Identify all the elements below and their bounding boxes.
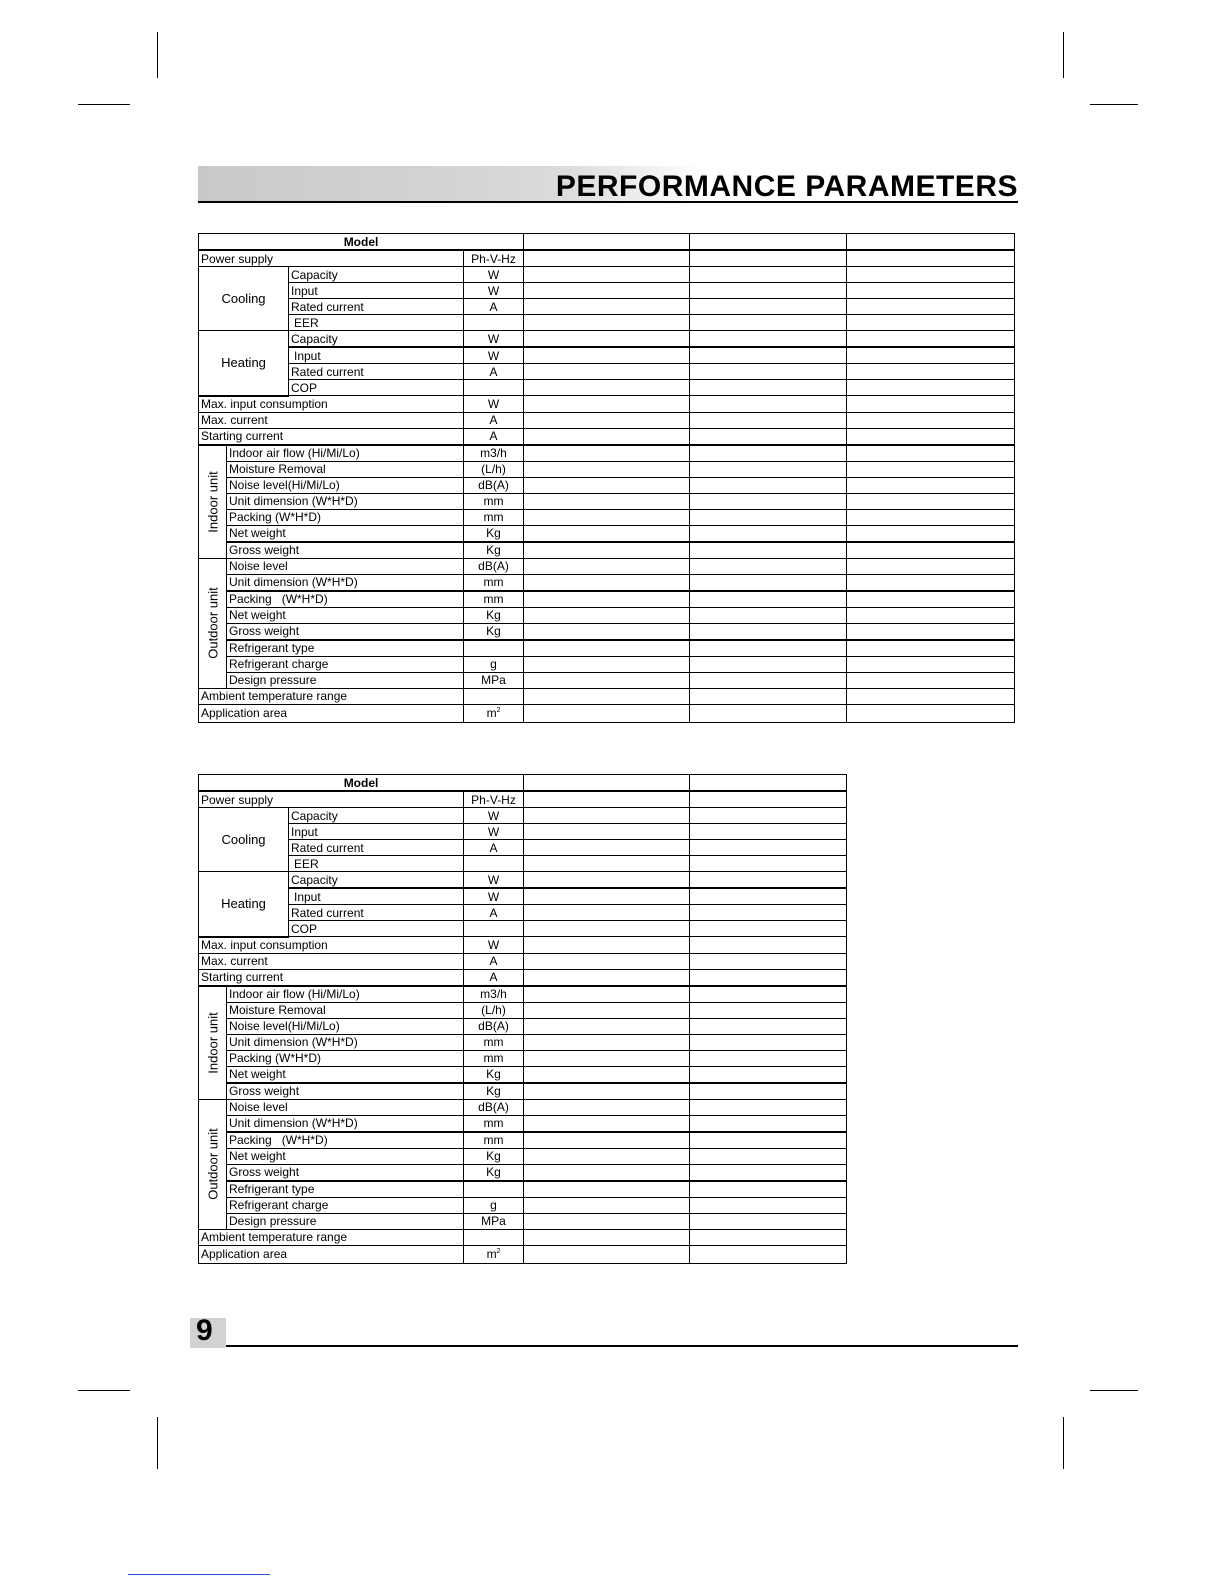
group-label-outdoor [199, 558, 227, 688]
row-unit: W [464, 937, 524, 954]
indoor-unit-label: Indoor unit [205, 1011, 220, 1074]
table-row [199, 1115, 847, 1132]
group-label-outdoor [199, 1099, 227, 1229]
crop-mark [78, 1390, 130, 1391]
row-label: Rated current [289, 905, 464, 921]
row-unit: A [464, 364, 524, 380]
row-unit: mm [464, 1132, 524, 1149]
table-row [199, 380, 1015, 396]
row-label: Moisture Removal [227, 1002, 464, 1018]
table-row [199, 234, 1015, 251]
crop-mark [1063, 1417, 1064, 1469]
row-label: Rated current [289, 840, 464, 856]
row-label: Capacity [289, 872, 464, 889]
row-label: COP [289, 921, 464, 937]
row-label: Unit dimension (W*H*D) [227, 493, 464, 509]
table-row [199, 283, 1015, 299]
table-row [199, 1164, 847, 1181]
row-label: Gross weight [227, 1164, 464, 1181]
row-label: Gross weight [227, 623, 464, 640]
table-row [199, 525, 1015, 542]
row-label: Refrigerant type [227, 1181, 464, 1198]
table-row [199, 1083, 847, 1100]
table-row [199, 364, 1015, 380]
row-unit: A [464, 428, 524, 445]
table-row [199, 921, 847, 937]
row-label: Rated current [289, 364, 464, 380]
model-cell [847, 234, 1015, 251]
table-row [199, 791, 847, 808]
row-label: Packing (W*H*D) [227, 591, 464, 608]
row-unit: mm [464, 493, 524, 509]
table-row [199, 396, 1015, 413]
crop-mark [157, 32, 158, 78]
table-row [199, 856, 847, 872]
table-row [199, 1002, 847, 1018]
table-row [199, 953, 847, 969]
table-row [199, 1148, 847, 1164]
row-label: COP [289, 380, 464, 396]
row-unit: MPa [464, 1213, 524, 1229]
table-row [199, 672, 1015, 688]
row-unit: mm [464, 1034, 524, 1050]
row-unit: Kg [464, 1164, 524, 1181]
row-label: Net weight [227, 1066, 464, 1083]
table-row [199, 775, 847, 792]
table-row [199, 688, 1015, 704]
row-label: Rated current [289, 299, 464, 315]
row-label: Noise level [227, 558, 464, 574]
row-label: Unit dimension (W*H*D) [227, 574, 464, 591]
row-label: Design pressure [227, 1213, 464, 1229]
row-unit: $m^2$ [464, 704, 524, 722]
group-label-indoor [199, 986, 227, 1100]
row-unit [464, 315, 524, 331]
row-label: Capacity [289, 808, 464, 824]
row-label: Input [289, 888, 464, 905]
row-label: Design pressure [227, 672, 464, 688]
row-unit: Kg [464, 1083, 524, 1100]
row-label: Ambient temperature range [199, 688, 464, 704]
row-unit [464, 856, 524, 872]
table-row [199, 299, 1015, 315]
table-row [199, 824, 847, 840]
table-row [199, 656, 1015, 672]
row-unit: A [464, 840, 524, 856]
table-row [199, 1213, 847, 1229]
row-unit: Ph-V-Hz [464, 250, 524, 267]
table-row [199, 888, 847, 905]
row-label: Capacity [289, 267, 464, 283]
table-row [199, 315, 1015, 331]
indoor-unit-label: Indoor unit [205, 470, 220, 533]
table-row [199, 1181, 847, 1198]
row-label: Ambient temperature range [199, 1229, 464, 1245]
table-row [199, 1034, 847, 1050]
page-title: PERFORMANCE PARAMETERS [555, 170, 1018, 203]
crop-mark [1090, 1390, 1138, 1391]
table-row [199, 840, 847, 856]
row-label: Input [289, 824, 464, 840]
table-row [199, 267, 1015, 283]
table-row [199, 1099, 847, 1115]
table-row [199, 509, 1015, 525]
row-unit: MPa [464, 672, 524, 688]
table-row [199, 412, 1015, 428]
row-label: Input [289, 283, 464, 299]
row-label: Gross weight [227, 1083, 464, 1100]
table-row [199, 591, 1015, 608]
row-unit: dB(A) [464, 558, 524, 574]
row-label: Noise level [227, 1099, 464, 1115]
row-unit: W [464, 808, 524, 824]
row-label: Max. current [199, 953, 464, 969]
row-label: Refrigerant charge [227, 1197, 464, 1213]
row-unit [464, 921, 524, 937]
row-label: Unit dimension (W*H*D) [227, 1034, 464, 1050]
row-label: Moisture Removal [227, 461, 464, 477]
row-label: Max. input consumption [199, 937, 464, 954]
table-row [199, 542, 1015, 559]
row-unit: A [464, 953, 524, 969]
row-unit: Kg [464, 525, 524, 542]
row-unit: mm [464, 1115, 524, 1132]
model-cell [524, 775, 690, 792]
spec-table-2 [198, 774, 847, 1264]
row-unit: Kg [464, 1148, 524, 1164]
row-unit: m3/h [464, 445, 524, 462]
table-row [199, 640, 1015, 657]
crop-mark [78, 104, 130, 105]
row-unit: m3/h [464, 986, 524, 1003]
row-unit: Kg [464, 623, 524, 640]
crop-mark [1063, 32, 1064, 78]
table-row [199, 331, 1015, 348]
model-header: Model [199, 234, 524, 251]
row-unit: W [464, 347, 524, 364]
outdoor-unit-label: Outdoor unit [205, 587, 220, 659]
row-label: Power supply [199, 791, 464, 808]
row-label: Packing (W*H*D) [227, 1132, 464, 1149]
table-row [199, 986, 847, 1003]
link-underline-fragment [128, 1574, 270, 1575]
crop-mark [157, 1417, 158, 1469]
row-unit: Kg [464, 542, 524, 559]
row-label: EER [289, 315, 464, 331]
row-unit: W [464, 888, 524, 905]
row-unit: dB(A) [464, 1099, 524, 1115]
table-row [199, 1229, 847, 1245]
group-label-heating: Heating [199, 872, 289, 937]
row-label: Max. input consumption [199, 396, 464, 413]
table-row [199, 607, 1015, 623]
group-label-cooling: Cooling [199, 808, 289, 872]
row-label: Refrigerant charge [227, 656, 464, 672]
spec-table-1 [198, 233, 1015, 723]
row-label: Input [289, 347, 464, 364]
table-row [199, 477, 1015, 493]
group-label-cooling: Cooling [199, 267, 289, 331]
table-row [199, 704, 1015, 722]
table-row [199, 1050, 847, 1066]
table-row [199, 1066, 847, 1083]
row-unit: mm [464, 574, 524, 591]
row-unit: g [464, 1197, 524, 1213]
row-label: Packing (W*H*D) [227, 1050, 464, 1066]
row-unit: mm [464, 591, 524, 608]
model-cell [690, 775, 847, 792]
row-label: Starting current [199, 428, 464, 445]
table-row [199, 461, 1015, 477]
table-row [199, 808, 847, 824]
row-unit: dB(A) [464, 1018, 524, 1034]
row-label: Unit dimension (W*H*D) [227, 1115, 464, 1132]
row-label: Power supply [199, 250, 464, 267]
row-unit: A [464, 969, 524, 986]
table-row [199, 493, 1015, 509]
row-label: Gross weight [227, 542, 464, 559]
row-label: Refrigerant type [227, 640, 464, 657]
table-row [199, 1132, 847, 1149]
row-label: EER [289, 856, 464, 872]
row-unit: g [464, 656, 524, 672]
row-unit [464, 1181, 524, 1198]
row-unit: (L/h) [464, 1002, 524, 1018]
outdoor-unit-label: Outdoor unit [205, 1128, 220, 1200]
table-row [199, 1197, 847, 1213]
row-unit: W [464, 267, 524, 283]
row-label: Application area [199, 1245, 464, 1263]
row-unit: Ph-V-Hz [464, 791, 524, 808]
model-header: Model [199, 775, 524, 792]
table-row [199, 250, 1015, 267]
table-row [199, 347, 1015, 364]
model-cell [690, 234, 847, 251]
row-label: Capacity [289, 331, 464, 348]
footer-rule [226, 1345, 1018, 1347]
row-unit: mm [464, 509, 524, 525]
row-label: Starting current [199, 969, 464, 986]
row-unit: W [464, 331, 524, 348]
row-label: Application area [199, 704, 464, 722]
crop-mark [1090, 104, 1138, 105]
table-row [199, 445, 1015, 462]
page-number: 9 [196, 1314, 213, 1347]
table-row [199, 428, 1015, 445]
row-unit: Kg [464, 1066, 524, 1083]
row-unit: $m^2$ [464, 1245, 524, 1263]
row-unit: (L/h) [464, 461, 524, 477]
row-unit: W [464, 396, 524, 413]
table-row [199, 872, 847, 889]
group-label-heating: Heating [199, 331, 289, 396]
row-unit [464, 688, 524, 704]
row-label: Noise level(Hi/Mi/Lo) [227, 477, 464, 493]
group-label-indoor [199, 445, 227, 559]
row-unit: A [464, 905, 524, 921]
row-unit: dB(A) [464, 477, 524, 493]
row-unit [464, 640, 524, 657]
row-label: Indoor air flow (Hi/Mi/Lo) [227, 986, 464, 1003]
row-label: Net weight [227, 525, 464, 542]
row-unit: mm [464, 1050, 524, 1066]
table-row [199, 623, 1015, 640]
table-row [199, 574, 1015, 591]
table-row [199, 905, 847, 921]
table-row [199, 1018, 847, 1034]
row-unit [464, 380, 524, 396]
row-unit: A [464, 412, 524, 428]
row-unit: W [464, 824, 524, 840]
model-cell [524, 234, 690, 251]
table-row [199, 969, 847, 986]
row-unit: W [464, 872, 524, 889]
row-unit: W [464, 283, 524, 299]
row-label: Max. current [199, 412, 464, 428]
row-label: Net weight [227, 607, 464, 623]
row-unit: A [464, 299, 524, 315]
table-row [199, 558, 1015, 574]
row-label: Net weight [227, 1148, 464, 1164]
table-row [199, 1245, 847, 1263]
row-unit: Kg [464, 607, 524, 623]
row-label: Packing (W*H*D) [227, 509, 464, 525]
row-label: Noise level(Hi/Mi/Lo) [227, 1018, 464, 1034]
row-unit [464, 1229, 524, 1245]
table-row [199, 937, 847, 954]
row-label: Indoor air flow (Hi/Mi/Lo) [227, 445, 464, 462]
